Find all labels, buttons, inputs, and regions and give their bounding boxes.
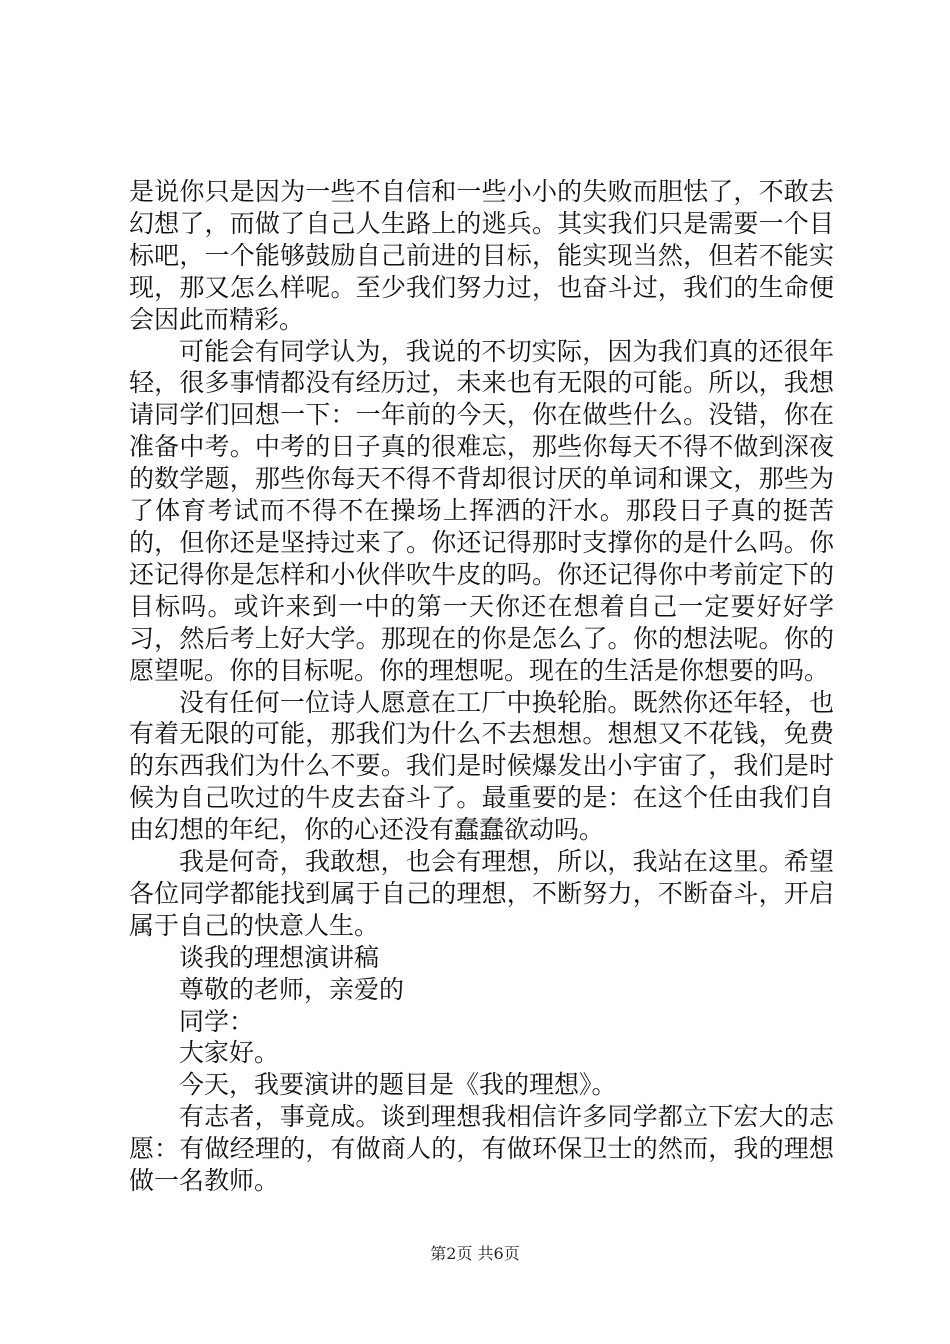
paragraph-final: 有志者，事竟成。谈到理想我相信许多同学都立下宏大的志愿：有做经理的，有做商人的，有做环保卫士的然而，我的理想做一名教师。 — [129, 1102, 834, 1196]
salutation-line-2: 同学： — [179, 1006, 255, 1036]
paragraph-2: 可能会有同学认为，我说的不切实际，因为我们真的还很年轻，很多事情都没有经历过，未来也有无限的可能。所以，我想请同学们回想一下：一年前的今天，你在做些什么。没错，你在准备中考。中考的日子真的很难忘，那些你每天不得不做到深夜的数学题，那些你每天不得不背却很讨厌的单词和课文，那些为了体育考试而不得不在操场上挥洒的汗水。那段日子真的挺苦的，但你还是坚持过来了。你还记得那时支撑你的是什么吗。你还记得你是怎样和小伙伴吹牛皮的吗。你还记得你中考前定下的目标吗。或许来到一中的第一天你还在想着自己一定要好好学习，然后考上好大学。那现在的你是怎么了。你的想法呢。你的愿望呢。你的目标呢。你的理想呢。现在的生活是你想要的吗。 — [129, 336, 834, 685]
document-body — [129, 176, 834, 1197]
salutation-line-1: 尊敬的老师，亲爱的 — [179, 974, 405, 1004]
greeting: 大家好。 — [179, 1038, 280, 1068]
paragraph-1: 是说你只是因为一些不自信和一些小小的失败而胆怯了，不敢去幻想了，而做了自己人生路上的逃兵。其实我们只是需要一个目标吧，一个能够鼓励自己前进的目标，能实现当然，但若不能实现，那又怎么样呢。至少我们努力过，也奋斗过，我们的生命便会因此而精彩。 — [129, 177, 834, 334]
page-number-footer: 第2页 共6页 — [430, 1244, 520, 1263]
speech-title: 谈我的理想演讲稿 — [179, 942, 380, 972]
topic-line: 今天，我要演讲的题目是《我的理想》。 — [179, 1070, 617, 1100]
paragraph-3: 没有任何一位诗人愿意在工厂中换轮胎。既然你还年轻，也有着无限的可能，那我们为什么不去想想。想想又不花钱，免费的东西我们为什么不要。我们是时候爆发出小宇宙了，我们是时候为自己吹过的牛皮去奋斗了。最重要的是：在这个任由我们自由幻想的年纪，你的心还没有蠢蠢欲动吗。 — [129, 687, 834, 845]
paragraph-4: 我是何奇，我敢想，也会有理想，所以，我站在这里。希望各位同学都能找到属于自己的理想，不断努力，不断奋斗，开启属于自己的快意人生。 — [129, 847, 834, 940]
